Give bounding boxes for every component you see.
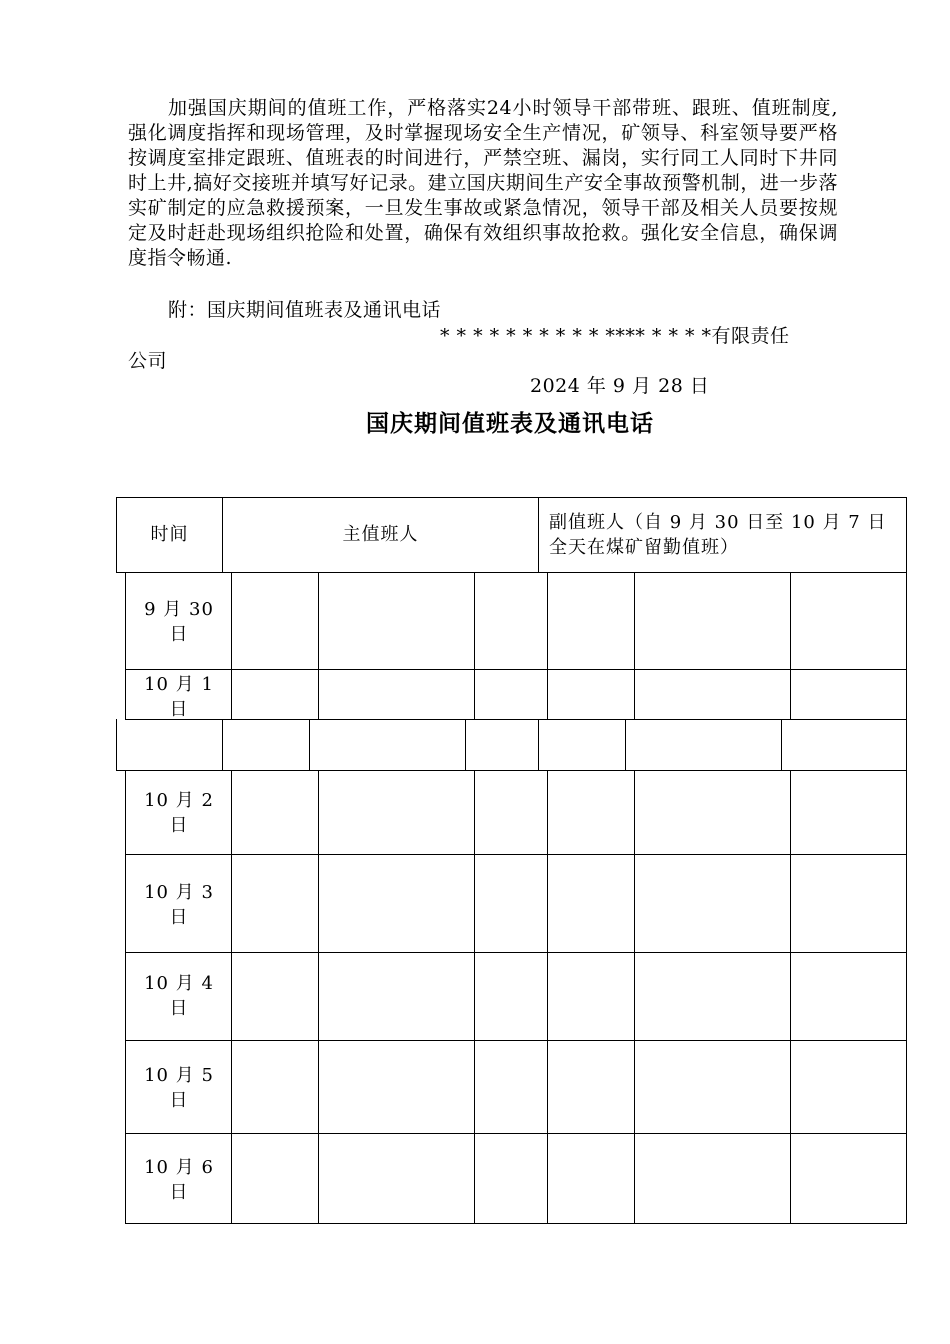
- header-secondary-duty: 副值班人（自 9 月 30 日至 10 月 7 日全天在煤矿留勤值班）: [549, 512, 887, 558]
- row-date: 10 月 5 日: [144, 1065, 214, 1111]
- table-border: [538, 497, 539, 573]
- table-border: [125, 572, 126, 720]
- row-date: 10 月 3 日: [144, 882, 214, 928]
- table-border: [547, 770, 548, 1224]
- company-name: * * * * * * * * * * **** * * * *有限责任: [440, 325, 790, 347]
- table-border: [547, 572, 548, 720]
- row-date: 10 月 2 日: [144, 790, 214, 836]
- row-date: 9 月 30 日: [144, 599, 214, 645]
- table-border: [116, 572, 907, 573]
- table-title: 国庆期间值班表及通讯电话: [366, 410, 654, 437]
- table-border: [538, 719, 539, 771]
- table-border: [116, 497, 907, 498]
- table-border: [625, 719, 626, 771]
- notice-date: 2024 年 9 月 28 日: [530, 375, 710, 397]
- table-border: [781, 719, 782, 771]
- table-border: [318, 770, 319, 1224]
- notice-paragraph: 加强国庆期间的值班工作，严格落实24小时领导干部带班、跟班、值班制度,强化调度指挥和现场管理，及时掌握现场安全生产情况，矿领导、科室领导要严格按调度室排定跟班、值班表的时间进行，严禁空班、漏岗，实行同工人同时下井同时上井,搞好交接班并填写好记录。建立国庆期间生产安全事故预警机制，进一步落实矿制定的应急救援预案，一旦发生事故或紧急情况，领导干部及相关人员要按规定及时赶赴现场组织抢险和处置，确保有效组织事故抢救。强化安全信息，确保调度指令畅通.: [128, 97, 838, 269]
- table-border: [116, 770, 907, 771]
- table-border: [906, 497, 907, 573]
- table-border: [906, 572, 907, 720]
- table-border: [231, 770, 232, 1224]
- row-date: 10 月 6 日: [144, 1157, 214, 1203]
- table-border: [906, 719, 907, 771]
- table-border: [222, 719, 223, 771]
- table-border: [318, 572, 319, 720]
- table-border: [790, 572, 791, 720]
- table-border: [634, 572, 635, 720]
- table-border: [465, 719, 466, 771]
- company-name-continued: 公司: [128, 350, 168, 372]
- table-border: [474, 572, 475, 720]
- table-border: [231, 572, 232, 720]
- table-border: [790, 770, 791, 1224]
- table-border: [309, 719, 310, 771]
- header-primary-duty: 主值班人: [342, 524, 419, 545]
- row-date: 10 月 4 日: [144, 973, 214, 1019]
- table-border: [906, 770, 907, 1224]
- table-border: [634, 770, 635, 1224]
- row-date: 10 月 1 日: [144, 674, 214, 720]
- header-time: 时间: [150, 524, 189, 545]
- table-border: [116, 719, 117, 771]
- table-border: [474, 770, 475, 1224]
- table-border: [125, 770, 126, 1224]
- attachment-note: 附：国庆期间值班表及通讯电话: [168, 299, 442, 321]
